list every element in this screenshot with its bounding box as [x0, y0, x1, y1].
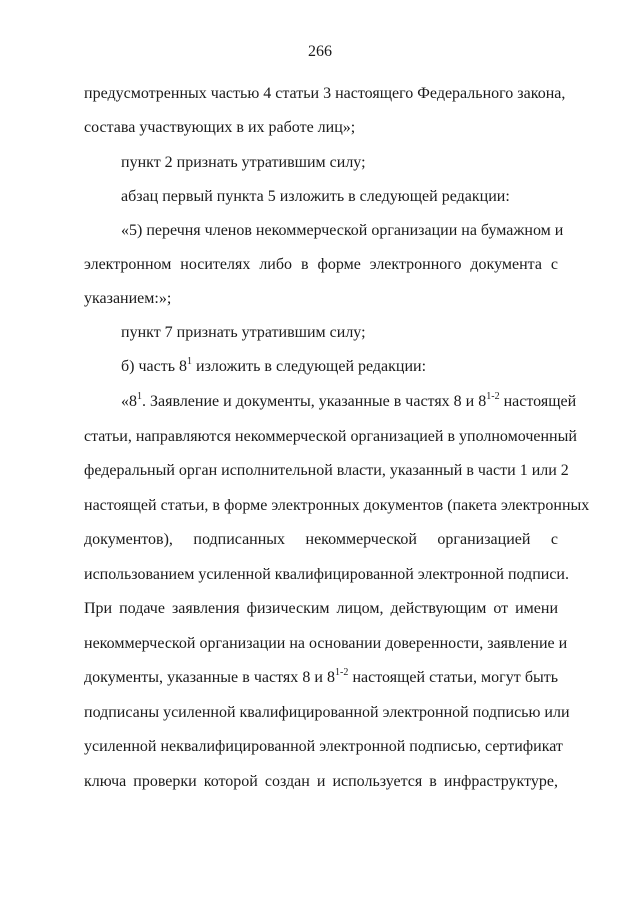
text-line: документов), подписанных некоммерческой организацией с: [84, 531, 558, 548]
text-line: пункт 7 признать утратившим силу;: [121, 324, 366, 341]
text-line: подписаны усиленной квалифицированной электронной подписью или: [84, 704, 570, 721]
text-line: абзац первый пункта 5 изложить в следующей редакции:: [121, 188, 510, 205]
superscript: 1: [187, 355, 193, 367]
text-line: пункт 2 признать утратившим силу;: [121, 154, 366, 171]
text-line: некоммерческой организации на основании доверенности, заявление и: [84, 635, 568, 652]
superscript: 1: [137, 390, 142, 402]
text-line: предусмотренных частью 4 статьи 3 настоящего Федерального закона,: [84, 85, 566, 102]
text-line: документы, указанные в частях 8 и 8$^{1-2}$ настоящей статьи, могут быть: [84, 666, 558, 686]
text-line: указанием:»;: [84, 290, 172, 307]
text-line: состава участвующих в их работе лиц»;: [84, 119, 356, 136]
text-line: «$8^1$. Заявление и документы, указанные в частях 8 и 8$^{1-2}$ настоящей: [121, 390, 577, 410]
text-line: статьи, направляются некоммерческой организацией в уполномоченный: [84, 428, 577, 445]
text-line: использованием усиленной квалифицированной электронной подписи.: [84, 566, 569, 583]
text-line: «5) перечня членов некоммерческой организации на бумажном и: [121, 222, 564, 239]
text-line: настоящей статьи, в форме электронных документов (пакета электронных: [84, 497, 590, 514]
text-line: ключа проверки которой создан и используется в инфраструктуре,: [84, 773, 558, 790]
text-line: При подаче заявления физическим лицом, действующим от имени: [84, 600, 558, 617]
page-number: 266: [308, 43, 332, 60]
superscript: 1-2: [486, 390, 500, 402]
text-line: б) часть $8^1$ изложить в следующей редакции:: [121, 355, 427, 375]
text-line: федеральный орган исполнительной власти, указанный в части 1 или 2: [84, 462, 569, 479]
text-line: усиленной неквалифицированной электронной подписью, сертификат: [84, 738, 563, 755]
text-line: электронном носителях либо в форме электронного документа с: [84, 256, 558, 273]
superscript: 1-2: [335, 666, 349, 678]
